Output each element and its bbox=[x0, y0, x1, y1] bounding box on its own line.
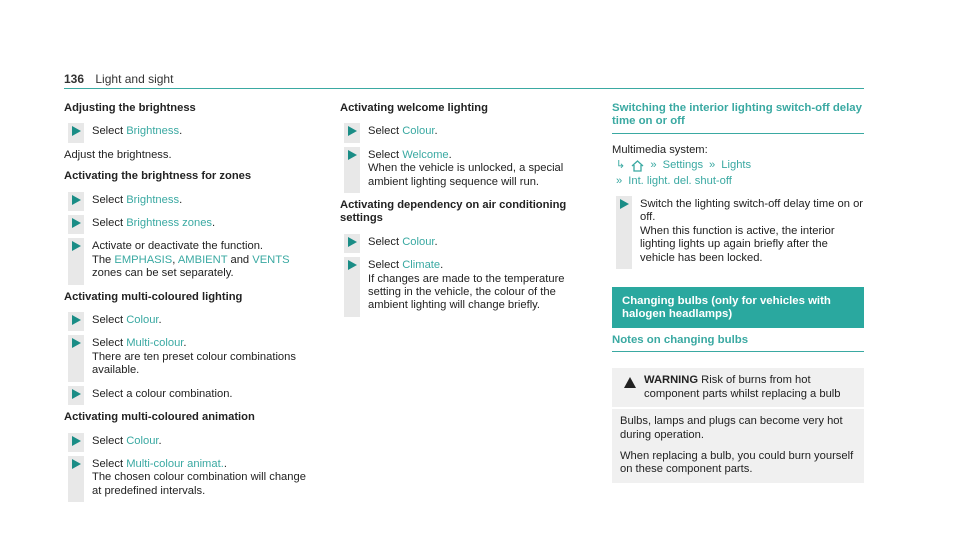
menu-path bbox=[612, 144, 864, 188]
menu-item-brightness: Brightness bbox=[126, 125, 180, 138]
path-lights: Lights bbox=[721, 159, 752, 172]
heading-adjust-brightness: Adjusting the brightness bbox=[64, 102, 196, 114]
path-delay: Int. light. del. shut-off bbox=[628, 174, 732, 187]
step-arrow-icon bbox=[72, 315, 81, 325]
section-banner-bulbs: Changing bulbs (only for vehicles with halogen headlamps) bbox=[612, 287, 864, 328]
warning-label: WARNING bbox=[644, 374, 699, 387]
column-1 bbox=[64, 102, 308, 508]
step-arrow-icon bbox=[348, 126, 357, 136]
step-select-animation: Select Multi-colour animat.. The chosen colour combination will change at predefined intervals. bbox=[68, 458, 308, 498]
multimedia-label: Multimedia system: bbox=[612, 143, 708, 156]
step-select-multi-colour: Select Multi-colour. There are ten preset colour combinations available. bbox=[68, 337, 308, 377]
heading-welcome: Activating welcome lighting bbox=[340, 102, 488, 114]
step-select-combination: Select a colour combination. bbox=[68, 388, 308, 401]
step-select-climate: Select Climate. If changes are made to the temperature setting in the vehicle, the colour of the ambient lighting will change briefly. bbox=[344, 259, 584, 313]
step-arrow-icon bbox=[620, 199, 629, 209]
header-rule bbox=[64, 88, 864, 89]
step-select-colour: Select Colour. bbox=[344, 125, 584, 138]
step-arrow-icon bbox=[348, 260, 357, 270]
step-arrow-icon bbox=[72, 338, 81, 348]
home-icon bbox=[631, 160, 644, 172]
step-arrow-icon bbox=[72, 218, 81, 228]
step-arrow-icon bbox=[72, 241, 81, 251]
step-activate-function: Activate or deactivate the function. The EMPHASIS, AMBIENT and VENTS zones can be set separately. bbox=[68, 240, 308, 280]
page-section-title: Light and sight bbox=[95, 72, 174, 86]
step-select-colour: Select Colour. bbox=[68, 314, 308, 327]
page-header bbox=[64, 72, 173, 86]
heading-notes-bulbs: Notes on changing bulbs bbox=[612, 334, 864, 352]
heading-switch-off-delay: Switching the interior lighting switch-off delay time on or off bbox=[612, 102, 864, 134]
step-arrow-icon bbox=[348, 237, 357, 247]
heading-animation: Activating multi-coloured animation bbox=[64, 411, 255, 424]
warning-triangle-icon bbox=[624, 377, 636, 388]
adjust-text: Adjust the brightness. bbox=[64, 148, 172, 161]
step-arrow-icon bbox=[348, 150, 357, 160]
path-settings: Settings bbox=[662, 159, 704, 172]
page-number: 136 bbox=[64, 72, 85, 86]
step-select-welcome: Select Welcome. When the vehicle is unlocked, a special ambient lighting sequence will run. bbox=[344, 149, 584, 189]
chevron-right-icon: » bbox=[709, 159, 716, 172]
heading-zones: Activating the brightness for zones bbox=[64, 170, 252, 183]
step-arrow-icon bbox=[72, 195, 81, 205]
turn-arrow-icon: ↳ bbox=[616, 159, 626, 172]
column-3 bbox=[612, 102, 864, 483]
step-arrow-icon bbox=[72, 436, 81, 446]
step-switch-delay: Switch the lighting switch-off delay time on or off. When this function is active, the interior lighting lights up again briefly after the vehicle has been locked. bbox=[616, 198, 864, 265]
warning-box: WARNING Risk of burns from hot component parts whilst replacing a bulb Bulbs, lamps and plugs can become very hot during operation. When replacing a bulb, you could burn yourself on these component parts. bbox=[612, 368, 864, 482]
step-arrow-icon bbox=[72, 126, 81, 136]
step-select-brightness-2: Select Brightness. bbox=[68, 194, 308, 207]
step-select-brightness-zones: Select Brightness zones. bbox=[68, 217, 308, 230]
step-arrow-icon bbox=[72, 459, 81, 469]
chevron-right-icon: » bbox=[650, 159, 657, 172]
heading-air-conditioning: Activating dependency on air conditioning settings bbox=[340, 199, 567, 225]
heading-multi-coloured: Activating multi-coloured lighting bbox=[64, 290, 243, 303]
step-select-brightness: Select Brightness. bbox=[68, 125, 308, 138]
step-select-colour-2: Select Colour. bbox=[344, 236, 584, 249]
step-arrow-icon bbox=[72, 389, 81, 399]
step-select-colour-2: Select Colour. bbox=[68, 435, 308, 448]
column-2 bbox=[340, 102, 584, 323]
chevron-right-icon: » bbox=[616, 174, 623, 187]
